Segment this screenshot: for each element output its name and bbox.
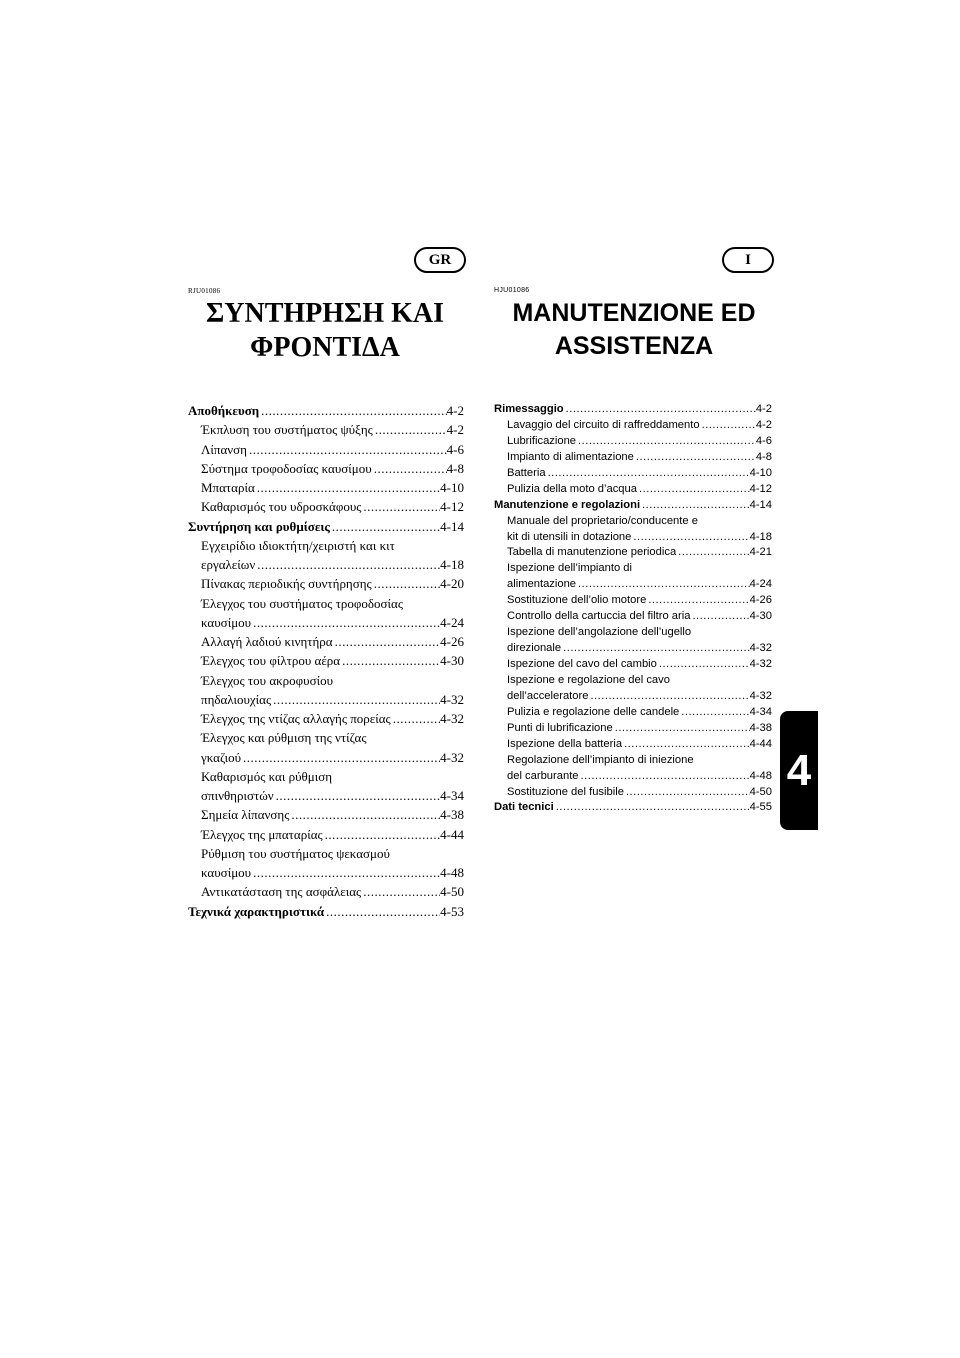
toc-entry-page: 4-32: [440, 691, 464, 707]
toc-entry-title: Πίνακας περιοδικής συντήρησης: [201, 576, 372, 592]
toc-entry-page: 4-14: [749, 498, 772, 511]
toc-entry-title: Έλεγχος και ρύθμιση της ντίζας: [201, 730, 367, 746]
toc-entry: [494, 418, 772, 434]
toc-entry: [188, 497, 464, 516]
toc-entry-page: 4-18: [749, 530, 772, 543]
toc-entry-title: alimentazione: [507, 578, 577, 591]
toc-entry-page: 4-12: [749, 482, 772, 495]
toc-entry-title: Συντήρηση και ρυθμίσεις: [188, 518, 330, 534]
toc-entry-title: Έλεγχος της μπαταρίας: [201, 826, 323, 842]
toc-leader-dots: [340, 651, 440, 670]
toc-entry-title: Regolazione dell’impianto di iniezione: [507, 753, 694, 766]
greek-title-line1: ΣΥΝΤΗΡΗΣΗ ΚΑΙ: [205, 298, 445, 329]
toc-leader-dots: [700, 418, 756, 434]
toc-entry: [494, 402, 772, 418]
toc-leader-dots: [259, 401, 447, 420]
toc-entry: [188, 748, 464, 767]
toc-entry: [494, 561, 772, 577]
toc-entry: [188, 440, 464, 459]
toc-entry: [188, 805, 464, 824]
chapter-tab: 4: [780, 711, 818, 830]
toc-leader-dots: [546, 466, 750, 482]
toc-leader-dots: [579, 769, 750, 785]
toc-leader-dots: [576, 434, 756, 450]
toc-entry: [188, 478, 464, 497]
toc-entry: [188, 594, 464, 613]
toc-entry: [494, 434, 772, 450]
greek-title-line2: ΦΡΟΝΤΙΔΑ: [250, 332, 400, 364]
toc-entry-page: 4-24: [749, 578, 772, 591]
toc-leader-dots: [373, 420, 447, 439]
toc-entry: [494, 753, 772, 769]
toc-entry-title: Τεχνικά χαρακτηριστικά: [188, 903, 325, 919]
toc-entry-page: 4-20: [440, 576, 464, 592]
toc-leader-dots: [646, 593, 749, 609]
toc-entry: [188, 574, 464, 593]
toc-entry-page: 4-34: [749, 705, 772, 718]
toc-entry: [188, 786, 464, 805]
toc-leader-dots: [361, 497, 440, 516]
toc-entry-title: Manutenzione e regolazioni: [494, 498, 641, 511]
toc-entry-page: 4-32: [749, 642, 772, 655]
toc-entry: [188, 863, 464, 882]
toc-entry: [494, 530, 772, 546]
toc-entry-title: dell’acceleratore: [507, 689, 589, 702]
toc-entry-title: Έλεγχος της ντίζας αλλαγής πορείας: [201, 711, 391, 726]
toc-entry-title: Pulizia e regolazione delle candele: [507, 705, 680, 718]
toc-entry: [188, 420, 464, 439]
toc-entry: [188, 671, 464, 690]
toc-entry: [188, 902, 464, 921]
toc-leader-dots: [255, 478, 440, 497]
toc-leader-dots: [564, 402, 756, 418]
toc-entry-title: Ρύθμιση του συστήματος ψεκασμού: [201, 845, 390, 861]
toc-entry: [188, 844, 464, 863]
toc-entry-title: Lavaggio del circuito di raffreddamento: [507, 418, 700, 431]
toc-entry-title: del carburante: [507, 769, 579, 782]
toc-entry-title: Controllo della cartuccia del filtro aria: [507, 610, 691, 623]
toc-entry-page: 4-30: [440, 653, 464, 669]
toc-entry-page: 4-10: [440, 480, 464, 495]
toc-entry: [188, 555, 464, 574]
toc-entry-page: 4-50: [440, 884, 464, 900]
toc-entry: [494, 545, 772, 561]
toc-entry: [188, 613, 464, 632]
toc-leader-dots: [251, 863, 440, 882]
toc-leader-dots: [333, 632, 441, 651]
toc-entry-page: 4-55: [749, 801, 772, 814]
greek-table-of-contents: [188, 401, 464, 921]
toc-entry-title: Καθαρισμός του υδροσκάφους: [201, 499, 362, 515]
toc-entry-page: 4-18: [440, 557, 464, 572]
toc-entry-title: Αλλαγή λαδιού κινητήρα: [201, 634, 333, 649]
toc-entry: [188, 517, 464, 536]
greek-chapter-title: [188, 297, 462, 365]
toc-entry-title: Έλεγχος του ακροφυσίου: [201, 672, 334, 688]
toc-entry-page: 4-32: [749, 689, 772, 702]
toc-entry-page: 4-32: [440, 749, 464, 765]
toc-entry-title: Έκπλυση του συστήματος ψύξης: [201, 422, 373, 438]
toc-entry: [494, 482, 772, 498]
italian-chapter-title: [494, 297, 774, 363]
toc-entry: [188, 825, 464, 844]
toc-leader-dots: [679, 705, 749, 721]
toc-entry-title: kit di utensili in dotazione: [507, 530, 632, 543]
toc-leader-dots: [634, 450, 756, 466]
toc-entry-page: 4-34: [440, 788, 464, 803]
language-badge-i: I: [722, 247, 774, 273]
toc-entry-title: Tabella di manutenzione periodica: [507, 546, 677, 559]
toc-leader-dots: [391, 709, 440, 728]
toc-leader-dots: [637, 482, 750, 498]
toc-entry: [188, 459, 464, 478]
toc-entry-page: 4-32: [440, 711, 464, 726]
toc-entry-title: Dati tecnici: [494, 801, 554, 814]
toc-entry: [188, 690, 464, 709]
italian-table-of-contents: [494, 402, 772, 816]
toc-entry-title: Sostituzione del fusibile: [507, 785, 624, 798]
toc-entry: [494, 609, 772, 625]
toc-leader-dots: [624, 785, 750, 801]
toc-entry: [494, 657, 772, 673]
toc-entry: [494, 466, 772, 482]
toc-leader-dots: [247, 440, 447, 459]
toc-leader-dots: [251, 613, 440, 632]
toc-entry: [188, 536, 464, 555]
toc-entry-page: 4-6: [755, 434, 772, 447]
toc-entry: [494, 514, 772, 530]
toc-entry: [494, 577, 772, 593]
toc-entry-title: γκαζιού: [201, 749, 242, 765]
toc-leader-dots: [324, 902, 440, 921]
toc-entry-title: Ispezione del cavo del cambio: [507, 658, 657, 670]
toc-entry: [494, 641, 772, 657]
toc-entry-title: Impianto di alimentazione: [507, 450, 634, 463]
toc-entry-title: Ispezione dell’impianto di: [507, 562, 633, 575]
toc-entry-page: 4-2: [446, 422, 464, 438]
toc-entry-title: σπινθηριστών: [201, 788, 274, 803]
toc-leader-dots: [255, 555, 440, 574]
toc-leader-dots: [289, 805, 440, 824]
toc-entry: [494, 705, 772, 721]
toc-entry-title: Lubrificazione: [507, 434, 577, 447]
toc-entry-page: 4-21: [749, 546, 772, 559]
toc-leader-dots: [690, 609, 749, 625]
toc-leader-dots: [576, 577, 750, 593]
toc-entry: [188, 709, 464, 728]
toc-entry-title: Εγχειρίδιο ιδιοκτήτη/χειριστή και κιτ: [201, 537, 395, 553]
toc-entry-title: Pulizia della moto d’acqua: [507, 482, 637, 495]
toc-entry-title: Ispezione della batteria: [507, 737, 623, 750]
toc-entry-title: Sostituzione dell’olio motore: [507, 594, 647, 607]
toc-entry-page: 4-8: [446, 460, 464, 476]
toc-entry: [188, 882, 464, 901]
toc-entry: [188, 767, 464, 786]
italian-section-code: HJU01086: [494, 287, 530, 294]
toc-leader-dots: [271, 690, 440, 709]
toc-entry-title: Καθαρισμός και ρύθμιση: [201, 768, 333, 784]
toc-entry-title: Rimessaggio: [494, 403, 564, 415]
toc-leader-dots: [372, 459, 447, 478]
toc-entry-title: πηδαλιουχίας: [201, 691, 272, 707]
toc-entry-title: Έλεγχος του συστήματος τροφοδοσίας: [201, 595, 404, 611]
toc-leader-dots: [274, 786, 441, 805]
toc-entry: [188, 401, 464, 420]
toc-entry: [188, 632, 464, 651]
toc-entry-page: 4-30: [749, 610, 772, 623]
toc-entry: [494, 498, 772, 514]
toc-entry-title: Λίπανση: [201, 441, 247, 457]
toc-entry-page: 4-48: [749, 769, 772, 782]
toc-entry-title: Αποθήκευση: [188, 403, 260, 418]
toc-entry-title: εργαλείων: [201, 557, 256, 572]
toc-entry-page: 4-8: [755, 450, 772, 463]
toc-entry-page: 4-44: [749, 737, 772, 750]
toc-entry-title: Έλεγχος του φίλτρου αέρα: [201, 653, 341, 669]
toc-entry: [188, 728, 464, 747]
toc-entry: [494, 689, 772, 705]
toc-leader-dots: [622, 737, 750, 753]
toc-entry-page: 4-38: [440, 807, 464, 823]
toc-entry-page: 4-2: [755, 418, 772, 431]
toc-entry: [494, 737, 772, 753]
toc-entry-page: 4-26: [440, 634, 464, 649]
toc-entry-page: 4-50: [749, 785, 772, 798]
toc-entry-title: Ispezione e regolazione del cavo: [507, 673, 670, 686]
toc-entry-page: 4-48: [440, 865, 464, 880]
toc-entry-page: 4-32: [749, 658, 772, 670]
toc-entry-page: 4-2: [446, 403, 464, 418]
toc-entry: [494, 450, 772, 466]
toc-entry-title: καυσίμου: [201, 614, 252, 630]
toc-leader-dots: [588, 689, 749, 705]
toc-entry-title: Ispezione dell’angolazione dell’ugello: [507, 626, 692, 639]
toc-entry-page: 4-53: [440, 903, 464, 919]
toc-entry-title: Σημεία λίπανσης: [201, 807, 290, 823]
toc-leader-dots: [330, 517, 440, 536]
toc-entry: [188, 651, 464, 670]
toc-entry-title: Punti di lubrificazione: [507, 721, 613, 734]
toc-entry: [494, 593, 772, 609]
toc-entry: [494, 625, 772, 641]
toc-entry-title: Αντικατάσταση της ασφάλειας: [201, 884, 362, 900]
toc-entry-title: Σύστημα τροφοδοσίας καυσίμου: [201, 460, 372, 476]
toc-leader-dots: [613, 721, 750, 737]
toc-entry-page: 4-38: [749, 721, 772, 734]
toc-entry-page: 4-2: [755, 403, 772, 415]
toc-leader-dots: [657, 657, 750, 673]
toc-entry-title: Μπαταρία: [201, 480, 255, 495]
toc-entry-page: 4-10: [749, 466, 772, 479]
toc-entry: [494, 769, 772, 785]
toc-leader-dots: [361, 882, 440, 901]
toc-entry: [494, 721, 772, 737]
toc-entry: [494, 785, 772, 801]
toc-entry-page: 4-12: [440, 499, 464, 515]
toc-entry-page: 4-26: [749, 594, 772, 607]
toc-entry-page: 4-14: [440, 518, 464, 534]
toc-entry-page: 4-44: [440, 826, 464, 842]
toc-entry-title: direzionale: [507, 642, 562, 655]
language-badge-gr: GR: [414, 247, 466, 273]
italian-title-line2: ASSISTENZA: [554, 332, 714, 360]
toc-entry-page: 4-24: [440, 614, 464, 630]
toc-entry: [494, 800, 772, 816]
toc-leader-dots: [640, 498, 750, 514]
toc-entry-page: 4-6: [446, 441, 464, 457]
toc-entry-title: Batteria: [507, 466, 546, 479]
toc-leader-dots: [554, 800, 750, 816]
greek-section-code: RJU01086: [188, 287, 221, 295]
toc-leader-dots: [323, 825, 441, 844]
toc-entry-title: Manuale del proprietario/conducente e: [507, 514, 698, 527]
italian-title-line1: MANUTENZIONE ED: [512, 299, 756, 327]
toc-leader-dots: [241, 748, 440, 767]
toc-leader-dots: [631, 530, 749, 546]
toc-leader-dots: [676, 545, 749, 561]
toc-leader-dots: [372, 574, 440, 593]
toc-leader-dots: [561, 641, 749, 657]
toc-entry: [494, 673, 772, 689]
toc-entry-title: καυσίμου: [201, 865, 252, 880]
